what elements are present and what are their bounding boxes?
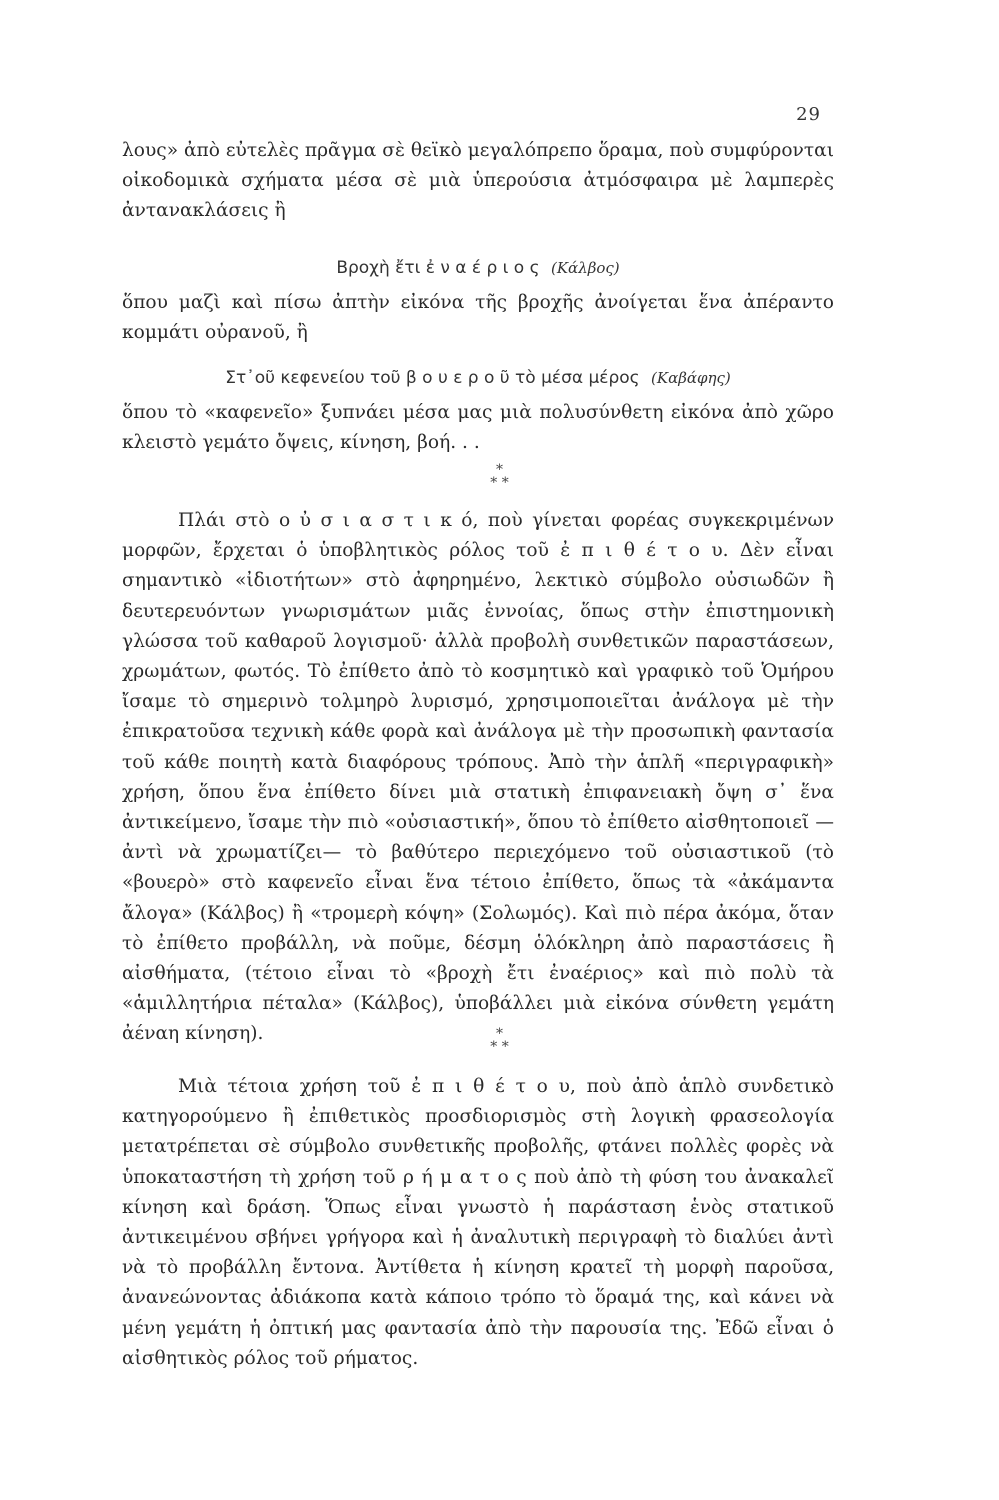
asterism-top: * (496, 462, 503, 478)
quote-text: Στ᾽οῦ κεφενείου τοῦ β ο υ ε ρ ο ῦ τὸ μέσα μέρος (225, 368, 640, 388)
paragraph-3-block (122, 398, 834, 458)
paragraph-1: λους» ἀπὸ εὐτελὲς πρᾶγμα σὲ θεϊκὸ μεγαλόπρεπο ὅραμα, ποὺ συμφύρονται οἰκοδομικὰ σχήματα μέσα σὲ μιὰ ὑπερούσια ἀτμόσφαιρα μὲ λαμπερὲς ἀντανακλάσεις ἢ (122, 140, 834, 222)
paragraph-3: ὅπου τὸ «καφενεῖο» ξυπνάει μέσα μας μιὰ πολυσύνθετη εἰκόνα ἀπὸ χῶρο κλειστὸ γεμάτο ὄψεις, κίνηση, βοή. . . (122, 402, 834, 454)
paragraph-continued (122, 136, 834, 227)
paragraph-5-block (122, 1072, 834, 1374)
section-asterism-2 (0, 1028, 999, 1054)
asterism-bottom: * * (490, 475, 509, 491)
quote-source: (Καβάφης) (651, 369, 731, 387)
quote-line-2 (122, 368, 834, 388)
quote-text: Βροχὴ ἔτι ἐ ν α έ ρ ι ο ς (336, 258, 540, 278)
asterism-top: * (496, 1026, 503, 1042)
quote-line-1 (122, 258, 834, 278)
paragraph-4: Πλάι στὸ ο ὐ σ ι α σ τ ι κ ό, ποὺ γίνεται φορέας συγκεκριμένων μορφῶν, ἔρχεται ὁ ὑποβλητικὸς ρόλος τοῦ ἐ π ι θ έ τ ο υ. Δὲν εἶναι σημαντικὸ «ἰδιοτήτων» στὸ ἀφηρημένο, λεκτικὸ σύμβολο οὐσιωδῶν ἢ δευτερευόντων γνωρισμάτων μιᾶς ἐννοίας, ὅπως στὴν ἐπιστημονικὴ γλώσσα τοῦ καθαροῦ λογισμοῦ· ἀλλὰ προβολὴ συνθετικῶν παραστάσεων, χρωμάτων, φωτός. Τὸ ἐπίθετο ἀπὸ τὸ κοσμητικὸ καὶ γραφικὸ τοῦ Ὁμήρου ἴσαμε τὸ σημερινὸ τολμηρὸ λυρισμό, χρησιμοποιεῖται ἀνάλογα μὲ τὴν ἐπικρατοῦσα τεχνικὴ κάθε φορὰ καὶ ἀνάλογα μὲ τὴν προσωπικὴ φαντασία τοῦ κάθε ποιητὴ κατὰ διαφόρους τρόπους. Ἀπὸ τὴν ἁπλῆ «περιγραφικὴ» χρήση, ὅπου ἕνα ἐπίθετο δίνει μιὰ στατικὴ ἐπιφανειακὴ ὄψη σ᾽ ἕνα ἀντικείμενο, ἴσαμε τὴν πιὸ «οὐσιαστική», ὅπου τὸ ἐπίθετο αἰσθητοποιεῖ —ἀντὶ νὰ χρωματίζει— τὸ βαθύτερο περιεχόμενο τοῦ οὐσιαστικοῦ (τὸ «βουερὸ» στὸ καφενεῖο εἶναι ἕνα τέτοιο ἐπίθετο, ὅπως τὰ «ἀκάμαντα ἄλογα» (Κάλβος) ἢ «τρομερὴ κόψη» (Σολωμός). Καὶ πιὸ πέρα ἀκόμα, ὅταν τὸ ἐπίθετο προβάλλη, νὰ ποῦμε, δέσμη ὁλόκληρη ἀπὸ παραστάσεις ἢ αἰσθήματα, (τέτοιο εἶναι τὸ «βροχὴ ἔτι ἐναέριος» καὶ πιὸ πολὺ τὰ «ἁμιλλητήρια πέταλα» (Κάλβος), ὑποβάλλει μιὰ εἰκόνα σύνθετη γεμάτη ἀέναη κίνηση). (122, 510, 834, 1045)
paragraph-4-block (122, 506, 834, 1050)
paragraph-2-block (122, 288, 834, 348)
asterism-bottom: * * (490, 1039, 509, 1055)
quote-source: (Κάλβος) (551, 259, 620, 277)
section-asterism-1 (0, 464, 999, 490)
paragraph-2: ὅπου μαζὶ καὶ πίσω ἀπτὴν εἰκόνα τῆς βροχῆς ἀνοίγεται ἕνα ἀπέραντο κομμάτι οὐρανοῦ, ἢ (122, 292, 834, 344)
page-number: 29 (796, 104, 821, 125)
paragraph-5: Μιὰ τέτοια χρήση τοῦ ἐ π ι θ έ τ ο υ, ποὺ ἀπὸ ἁπλὸ συνδετικὸ κατηγορούμενο ἢ ἐπιθετικὸς προσδιορισμὸς στὴ λογικὴ φρασεολογία μετατρέπεται σὲ σύμβολο συνθετικῆς προβολῆς, φτάνει πολλὲς φορὲς νὰ ὑποκαταστήση τὴ χρήση τοῦ ρ ή μ α τ ο ς ποὺ ἀπὸ τὴ φύση του ἀνακαλεῖ κίνηση καὶ δράση. Ὅπως εἶναι γνωστὸ ἡ παράσταση ἑνὸς στατικοῦ ἀντικειμένου σβήνει γρήγορα καὶ ἡ ἀναλυτικὴ περιγραφὴ τὸ διαλύει ἀντὶ νὰ τὸ προβάλλη ἔντονα. Ἀντίθετα ἡ κίνηση κρατεῖ τὴ μορφὴ παροῦσα, ἀνανεώνοντας ἀδιάκοπα κατὰ κάποιο τρόπο τὸ ὅραμά της, καὶ κάνει νὰ μένη γεμάτη ἡ ὀπτική μας φαντασία ἀπὸ τὴν παρουσία της. Ἐδῶ εἶναι ὁ αἰσθητικὸς ρόλος τοῦ ρήματος. (122, 1076, 834, 1369)
